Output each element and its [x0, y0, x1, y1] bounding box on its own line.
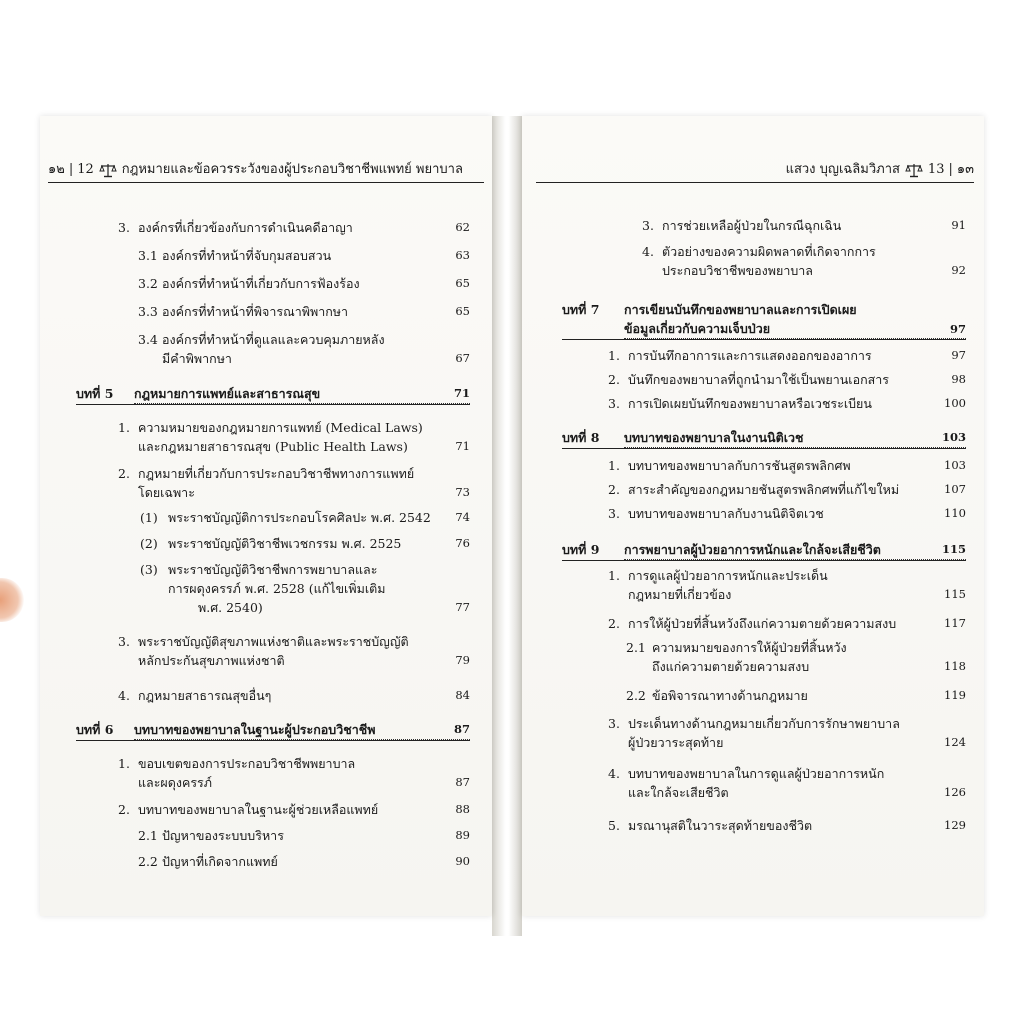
entry-page-number: 84: [455, 688, 470, 702]
thai-page-number: ๑๒: [48, 162, 65, 177]
entry-title-line: ข้อพิจารณาทางด้านกฎหมาย: [652, 688, 808, 703]
entry-title-line: องค์กรที่ทำหน้าที่จับกุมสอบสวน: [162, 248, 332, 263]
entry-number: 3.: [608, 716, 620, 731]
entry-number: 2.: [608, 616, 620, 631]
entry-title-line: สาระสำคัญของกฎหมายชันสูตรพลิกศพที่แก้ไขใหม่: [628, 482, 900, 497]
chapter-number: บทที่ 6: [76, 722, 114, 737]
entry-title: [138, 754, 470, 792]
entry-title-line: การช่วยเหลือผู้ป่วยในกรณีฉุกเฉิน: [662, 218, 842, 233]
chapter-number: บทที่ 7: [562, 302, 600, 317]
entry-number: 1.: [608, 568, 620, 583]
entry-page-number: 124: [944, 735, 966, 749]
entry-title-line: บทบาทของพยาบาลในฐานะผู้ช่วยเหลือแพทย์: [138, 802, 379, 817]
entry-title-line: ปัญหาของระบบบริหาร: [162, 828, 284, 843]
page-number: 12: [77, 162, 94, 177]
entry-page-number: 71: [455, 439, 470, 453]
entry-number: (3): [140, 562, 158, 577]
entry-title-line: กฎหมายการแพทย์และสาธารณสุข: [134, 386, 321, 401]
entry-title: [628, 346, 966, 365]
entry-number: 3.3: [138, 304, 158, 319]
entry-number: 2.2: [138, 854, 158, 869]
entry-number: (1): [140, 510, 158, 525]
entry-page-number: 91: [951, 218, 966, 232]
entry-title-line: ผู้ป่วยวาระสุดท้าย: [628, 735, 724, 750]
entry-title-line: มีคำพิพากษา: [162, 351, 232, 366]
entry-title-line: การดูแลผู้ป่วยอาการหนักและประเด็น: [628, 568, 828, 583]
toc-entry: [118, 464, 470, 502]
entry-number: 3.: [608, 506, 620, 521]
entry-page-number: 97: [949, 322, 966, 336]
chapter-underline: [562, 339, 966, 340]
entry-title-line: ความหมายของการให้ผู้ป่วยที่สิ้นหวัง: [652, 640, 847, 655]
entry-number: 2.: [118, 802, 130, 817]
entry-number: 2.: [608, 482, 620, 497]
author-name: แสวง บุญเฉลิมวิภาส: [785, 162, 900, 177]
entry-title-line: พระราชบัญญัติวิชาชีพเวชกรรม พ.ศ. 2525: [168, 536, 402, 551]
entry-page-number: 103: [944, 458, 966, 472]
toc-entry: [118, 800, 470, 819]
entry-title-line: การเปิดเผยบันทึกของพยาบาลหรือเวชระเบียน: [628, 396, 872, 411]
entry-title: [162, 302, 470, 321]
entry-title-line: บทบาทของพยาบาลกับงานนิติจิตเวช: [628, 506, 824, 521]
entry-number: 3.4: [138, 332, 158, 347]
toc-entry: [140, 560, 470, 617]
entry-page-number: 62: [455, 220, 470, 234]
entry-page-number: 87: [453, 722, 470, 736]
entry-page-number: 115: [941, 542, 966, 556]
entry-page-number: 88: [455, 802, 470, 816]
book-title: กฎหมายและข้อควรระวังของผู้ประกอบวิชาชีพแพทย์ พยาบาล: [121, 162, 463, 177]
right-page-header: แสวง บุญเฉลิมวิภาส 13 | ๑๓: [536, 158, 974, 183]
toc-entry: [118, 218, 470, 237]
entry-title: [162, 852, 470, 871]
entry-number: (2): [140, 536, 158, 551]
entry-title-line: ข้อมูลเกี่ยวกับความเจ็บป่วย: [624, 321, 771, 336]
entry-title-line: บทบาทของพยาบาลในการดูแลผู้ป่วยอาการหนัก: [628, 766, 885, 781]
entry-title-line: ปัญหาที่เกิดจากแพทย์: [162, 854, 278, 869]
entry-page-number: 65: [455, 276, 470, 290]
toc-entry: [642, 242, 966, 280]
entry-number: 4.: [608, 766, 620, 781]
entry-page-number: 87: [455, 775, 470, 789]
entry-title: [628, 394, 966, 413]
entry-title-line: บทบาทของพยาบาลกับการชันสูตรพลิกศพ: [628, 458, 851, 473]
chapter-underline: [76, 404, 470, 405]
entry-title-line: พระราชบัญญัติการประกอบโรคศิลปะ พ.ศ. 2542: [168, 510, 431, 525]
entry-page-number: 71: [453, 386, 470, 400]
toc-chapter-entry: [76, 720, 470, 740]
entry-page-number: 79: [455, 653, 470, 667]
entry-number: 3.1: [138, 248, 158, 263]
entry-number: 2.: [118, 466, 130, 481]
entry-page-number: 65: [455, 304, 470, 318]
toc-entry: [118, 632, 470, 670]
toc-chapter-entry: [76, 384, 470, 404]
chapter-number: บทที่ 9: [562, 542, 600, 557]
entry-title-line: กฎหมายที่เกี่ยวกับการประกอบวิชาชีพทางการแพทย์: [138, 466, 415, 481]
toc-entry: [608, 394, 966, 413]
chapter-number: บทที่ 5: [76, 386, 114, 401]
entry-number: 4.: [118, 688, 130, 703]
entry-title: [162, 246, 470, 265]
book-spread: [40, 116, 984, 936]
toc-entry: [140, 508, 470, 527]
right-page: [522, 116, 984, 916]
entry-title-line: การผดุงครรภ์ พ.ศ. 2528 (แก้ไขเพิ่มเติม: [168, 581, 386, 596]
entry-title: [138, 632, 470, 670]
entry-page-number: 63: [455, 248, 470, 262]
chapter-underline: [562, 448, 966, 449]
entry-page-number: 117: [944, 616, 966, 630]
entry-title-line: กฎหมายสาธารณสุขอื่นๆ: [138, 688, 272, 703]
entry-title-line: การให้ผู้ป่วยที่สิ้นหวังถึงแก่ความตายด้วยความสงบ: [628, 616, 897, 631]
toc-entry: [138, 246, 470, 265]
entry-title-line: พระราชบัญญัติสุขภาพแห่งชาติและพระราชบัญญัติ: [138, 634, 409, 649]
entry-title: [138, 464, 470, 502]
entry-page-number: 76: [455, 536, 470, 550]
entry-title: [162, 330, 470, 368]
entry-page-number: 118: [944, 659, 966, 673]
entry-title: [628, 370, 966, 389]
entry-number: 3.: [608, 396, 620, 411]
entry-title-line: หลักประกันสุขภาพแห่งชาติ: [138, 653, 285, 668]
entry-page-number: 77: [455, 600, 470, 614]
entry-title: [138, 686, 470, 705]
toc-entry: [608, 714, 966, 752]
entry-number: 2.2: [626, 688, 646, 703]
entry-title: [168, 560, 470, 617]
entry-page-number: 107: [944, 482, 966, 496]
entry-page-number: 92: [951, 263, 966, 277]
toc-chapter-entry: [562, 540, 966, 560]
entry-number: 4.: [642, 244, 654, 259]
entry-page-number: 100: [944, 396, 966, 410]
entry-title: [628, 566, 966, 604]
toc-entry: [608, 764, 966, 802]
chapter-title: [134, 384, 470, 404]
toc-entry: [626, 638, 966, 676]
chapter-title: [624, 428, 966, 448]
entry-number: 5.: [608, 818, 620, 833]
toc-entry: [608, 480, 966, 499]
toc-entry: [642, 216, 966, 235]
entry-number: 1.: [118, 756, 130, 771]
entry-title: [168, 508, 470, 527]
toc-entry: [118, 754, 470, 792]
toc-entry: [138, 330, 470, 368]
entry-title-line: ความหมายของกฎหมายการแพทย์ (Medical Laws): [138, 420, 423, 435]
entry-title: [628, 480, 966, 499]
entry-title-line: กฎหมายที่เกี่ยวข้อง: [628, 587, 732, 602]
toc-chapter-entry: [562, 300, 966, 339]
entry-title: [168, 534, 470, 553]
entry-title-line: บทบาทของพยาบาลในฐานะผู้ประกอบวิชาชีพ: [134, 722, 376, 737]
toc-entry: [608, 816, 966, 835]
toc-entry: [608, 346, 966, 365]
left-page: [40, 116, 492, 916]
thai-page-number: ๑๓: [956, 162, 974, 177]
entry-title: [138, 800, 470, 819]
entry-title: [138, 418, 470, 456]
entry-page-number: 67: [455, 351, 470, 365]
toc-entry: [608, 504, 966, 523]
entry-title-line: และผดุงครรภ์: [138, 775, 213, 790]
entry-page-number: 129: [944, 818, 966, 832]
entry-title-line: โดยเฉพาะ: [138, 485, 195, 500]
entry-title-line: และกฎหมายสาธารณสุข (Public Health Laws): [138, 439, 408, 454]
entry-title-line: บทบาทของพยาบาลในงานนิติเวช: [624, 430, 804, 445]
toc-entry: [140, 534, 470, 553]
left-page-header: ๑๒ | 12 กฎหมายและข้อควรระวังของผู้ประกอบวิชาชีพแพทย์ พยาบาล: [48, 158, 484, 183]
entry-title: [628, 764, 966, 802]
scales-of-justice-icon: [905, 162, 923, 178]
entry-title: [628, 456, 966, 475]
entry-title: [662, 242, 966, 280]
entry-page-number: 110: [944, 506, 966, 520]
entry-page-number: 98: [951, 372, 966, 386]
toc-entry: [608, 456, 966, 475]
entry-page-number: 115: [944, 587, 966, 601]
chapter-number: บทที่ 8: [562, 430, 600, 445]
entry-number: 2.1: [626, 640, 646, 655]
entry-page-number: 97: [951, 348, 966, 362]
entry-title-line: องค์กรที่ทำหน้าที่พิจารณาพิพากษา: [162, 304, 349, 319]
entry-title-line: ประกอบวิชาชีพของพยาบาล: [662, 263, 813, 278]
toc-entry: [608, 614, 966, 633]
entry-page-number: 126: [944, 785, 966, 799]
entry-number: 3.: [118, 220, 130, 235]
entry-page-number: 90: [455, 854, 470, 868]
chapter-title: [624, 300, 966, 339]
entry-page-number: 74: [455, 510, 470, 524]
entry-title: [628, 816, 966, 835]
entry-title-line: และใกล้จะเสียชีวิต: [628, 785, 729, 800]
toc-entry: [608, 566, 966, 604]
entry-title-line: พระราชบัญญัติวิชาชีพการพยาบาลและ: [168, 562, 378, 577]
entry-title-line: การเขียนบันทึกของพยาบาลและการเปิดเผย: [624, 302, 857, 317]
chapter-underline: [562, 560, 966, 561]
chapter-underline: [76, 740, 470, 741]
entry-number: 3.: [118, 634, 130, 649]
entry-number: 1.: [118, 420, 130, 435]
entry-title: [628, 614, 966, 633]
entry-number: 2.1: [138, 828, 158, 843]
entry-title: [652, 638, 966, 676]
scales-of-justice-icon: [99, 162, 117, 178]
entry-title-line: บันทึกของพยาบาลที่ถูกนำมาใช้เป็นพยานเอกสาร: [628, 372, 890, 387]
toc-entry: [138, 826, 470, 845]
toc-entry: [626, 686, 966, 705]
sticker-fragment: [0, 578, 24, 622]
toc-entry: [138, 852, 470, 871]
toc-entry: [138, 302, 470, 321]
entry-title-line: องค์กรที่เกี่ยวข้องกับการดำเนินคดีอาญา: [138, 220, 353, 235]
toc-chapter-entry: [562, 428, 966, 448]
entry-page-number: 73: [455, 485, 470, 499]
entry-page-number: 89: [455, 828, 470, 842]
entry-title-line: ถึงแก่ความตายด้วยความสงบ: [652, 659, 810, 674]
entry-title-line: ประเด็นทางด้านกฎหมายเกี่ยวกับการรักษาพยาบาล: [628, 716, 900, 731]
entry-title-line: ตัวอย่างของความผิดพลาดที่เกิดจากการ: [662, 244, 876, 259]
entry-number: 2.: [608, 372, 620, 387]
entry-page-number: 119: [944, 688, 966, 702]
entry-title-line: การบันทึกอาการและการแสดงออกของอาการ: [628, 348, 872, 363]
entry-title-line: พ.ศ. 2540): [198, 600, 263, 615]
page-number: 13: [927, 162, 945, 177]
toc-entry: [138, 274, 470, 293]
entry-title-line: องค์กรที่ทำหน้าที่เกี่ยวกับการฟ้องร้อง: [162, 276, 360, 291]
entry-title: [628, 714, 966, 752]
entry-number: 3.: [642, 218, 654, 233]
toc-entry: [118, 686, 470, 705]
entry-page-number: 103: [941, 430, 966, 444]
entry-title-line: มรณานุสติในวาระสุดท้ายของชีวิต: [628, 818, 813, 833]
chapter-title: [134, 720, 470, 740]
book-gutter: [492, 116, 522, 936]
entry-number: 3.2: [138, 276, 158, 291]
entry-title-line: การพยาบาลผู้ป่วยอาการหนักและใกล้จะเสียชีวิต: [624, 542, 881, 557]
entry-title: [162, 274, 470, 293]
entry-title-line: องค์กรที่ทำหน้าที่ดูแลและควบคุมภายหลัง: [162, 332, 385, 347]
entry-title: [652, 686, 966, 705]
entry-title: [138, 218, 470, 237]
entry-number: 1.: [608, 348, 620, 363]
entry-title: [662, 216, 966, 235]
entry-title-line: ขอบเขตของการประกอบวิชาชีพพยาบาล: [138, 756, 356, 771]
entry-number: 1.: [608, 458, 620, 473]
chapter-title: [624, 540, 966, 560]
entry-title: [628, 504, 966, 523]
toc-entry: [608, 370, 966, 389]
toc-entry: [118, 418, 470, 456]
entry-title: [162, 826, 470, 845]
